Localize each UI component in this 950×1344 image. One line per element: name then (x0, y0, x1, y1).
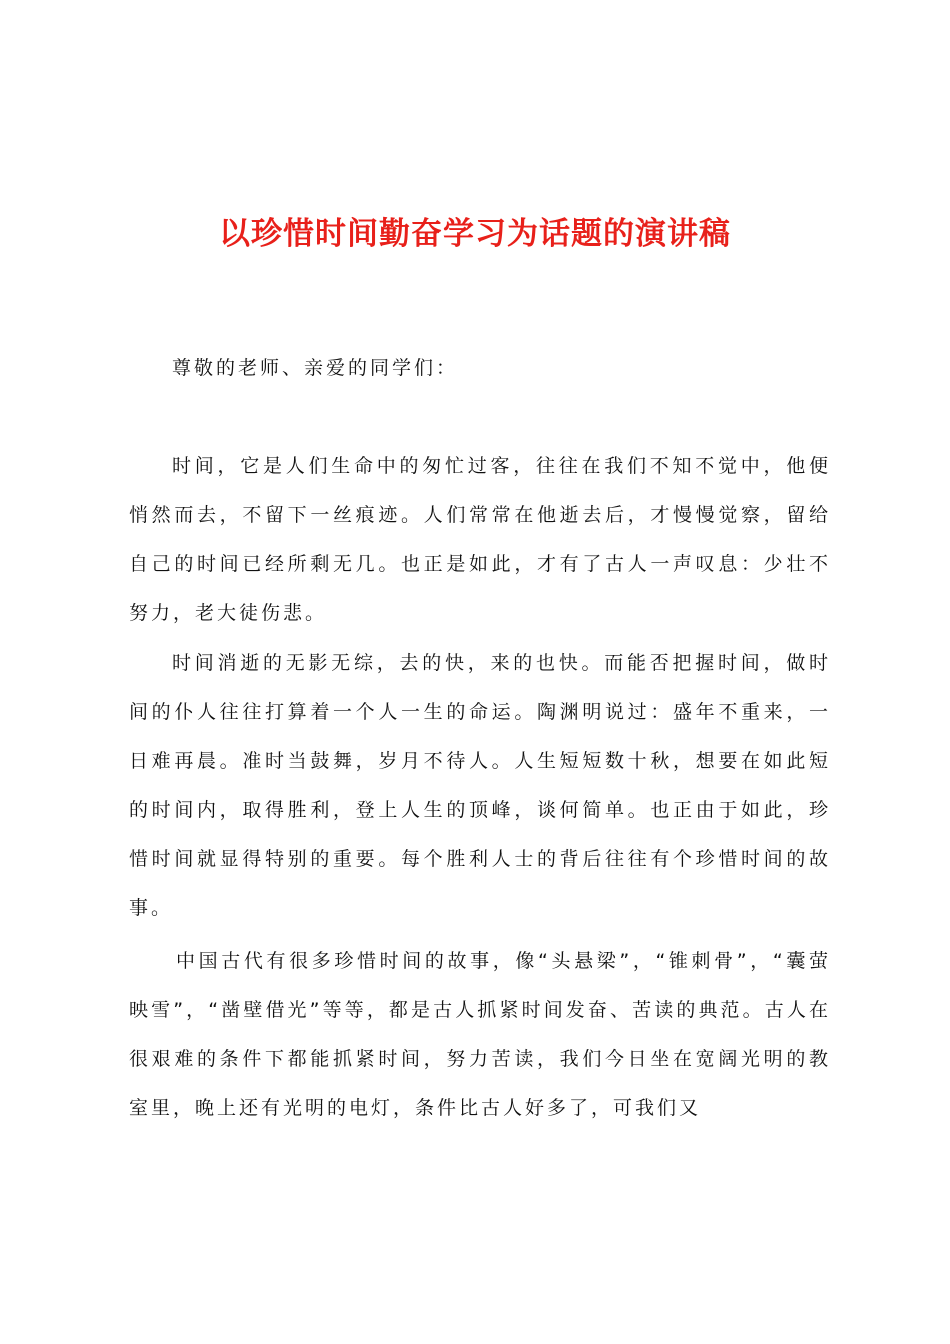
paragraph-3-block (129, 937, 831, 1133)
paragraph-3: 中国古代有很多珍惜时间的故事，像“头悬梁”，“锥刺骨”，“囊萤映雪”，“凿壁借光”等等，都是古人抓紧时间发奋、苦读的典范。古人在很艰难的条件下都能抓紧时间，努力苦读，我们今日坐在宽阔光明的教室里，晚上还有光明的电灯，条件比古人好多了，可我们又 (129, 950, 831, 1119)
paragraph-1-block (129, 442, 831, 638)
paragraph-2-block (129, 639, 831, 933)
paragraph-2: 时间消逝的无影无综，去的快，来的也快。而能否把握时间，做时间的仆人往往打算着一个人一生的命运。陶渊明说过：盛年不重来，一日难再晨。准时当鼓舞，岁月不待人。人生短短数十秋，想要在如此短的时间内，取得胜利，登上人生的顶峰，谈何简单。也正由于如此，珍惜时间就显得特别的重要。每个胜利人士的背后往往有个珍惜时间的故事。 (129, 652, 831, 919)
salutation: 尊敬的老师、亲爱的同学们： (172, 357, 459, 379)
paragraph-1: 时间，它是人们生命中的匆忙过客，往往在我们不知不觉中，他便悄然而去，不留下一丝痕迹。人们常常在他逝去后，才慢慢觉察，留给自己的时间已经所剩无几。也正是如此，才有了古人一声叹息：少壮不努力，老大徒伤悲。 (129, 455, 831, 624)
document-title: 以珍惜时间勤奋学习为话题的演讲稿 (219, 216, 731, 252)
